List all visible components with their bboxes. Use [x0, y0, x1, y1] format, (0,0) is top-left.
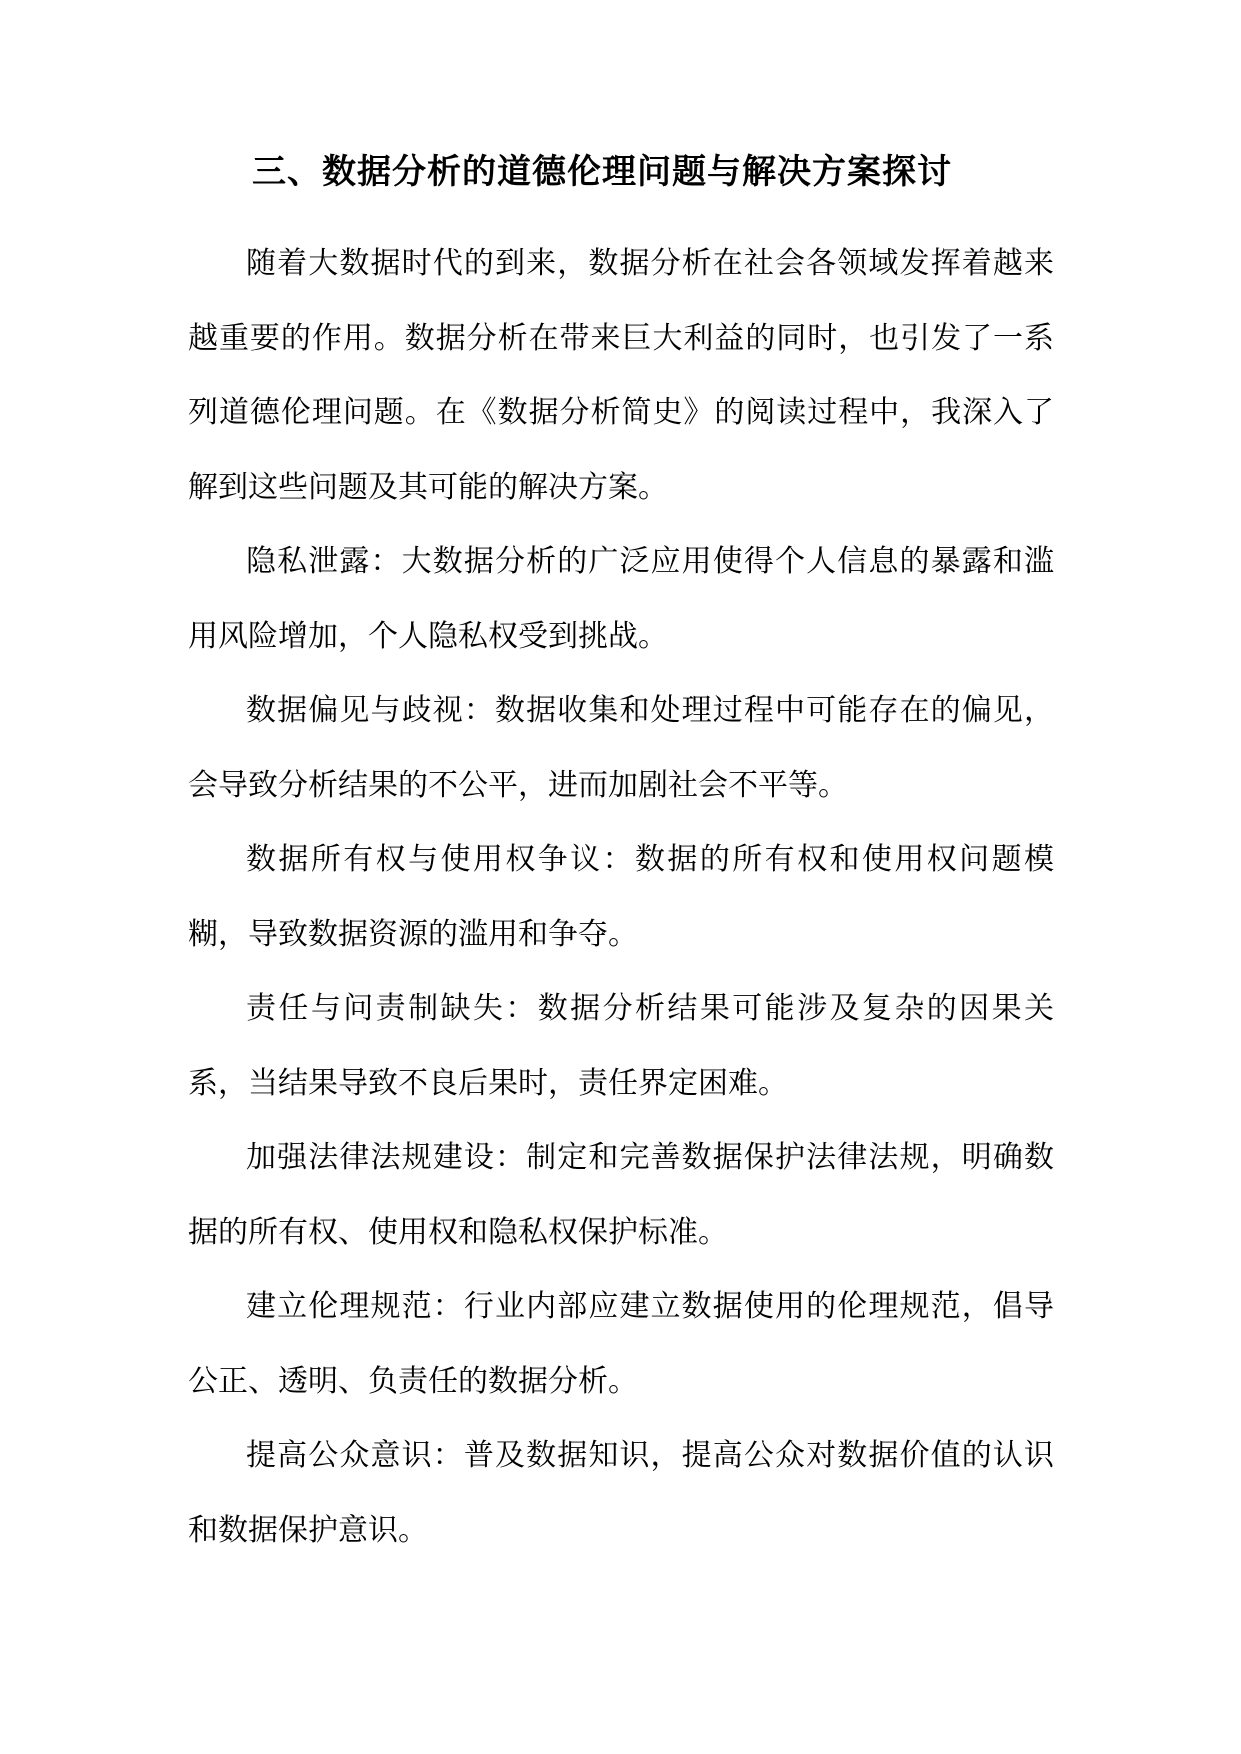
paragraph-legislation: 加强法律法规建设：制定和完善数据保护法律法规，明确数据的所有权、使用权和隐私权保护标准。 — [188, 1140, 1054, 1250]
paragraph-data-bias: 数据偏见与歧视：数据收集和处理过程中可能存在的偏见，会导致分析结果的不公平，进而加剧社会不平等。 — [188, 693, 1054, 803]
document-body — [188, 227, 1054, 1568]
paragraph-intro: 随着大数据时代的到来，数据分析在社会各领域发挥着越来越重要的作用。数据分析在带来巨大利益的同时，也引发了一系列道德伦理问题。在《数据分析简史》的阅读过程中，我深入了解到这些问题及其可能的解决方案。 — [188, 246, 1054, 505]
paragraph-accountability: 责任与问责制缺失：数据分析结果可能涉及复杂的因果关系，当结果导致不良后果时，责任界定困难。 — [188, 991, 1054, 1101]
paragraph-public-awareness: 提高公众意识：普及数据知识，提高公众对数据价值的认识和数据保护意识。 — [188, 1438, 1054, 1548]
paragraph-ethics-norms: 建立伦理规范：行业内部应建立数据使用的伦理规范，倡导公正、透明、负责任的数据分析。 — [188, 1289, 1054, 1399]
section-title: 三、数据分析的道德伦理问题与解决方案探讨 — [252, 152, 952, 192]
paragraph-data-ownership: 数据所有权与使用权争议：数据的所有权和使用权问题模糊，导致数据资源的滥用和争夺。 — [188, 842, 1054, 952]
paragraph-privacy-leak: 隐私泄露：大数据分析的广泛应用使得个人信息的暴露和滥用风险增加，个人隐私权受到挑战。 — [188, 544, 1054, 654]
